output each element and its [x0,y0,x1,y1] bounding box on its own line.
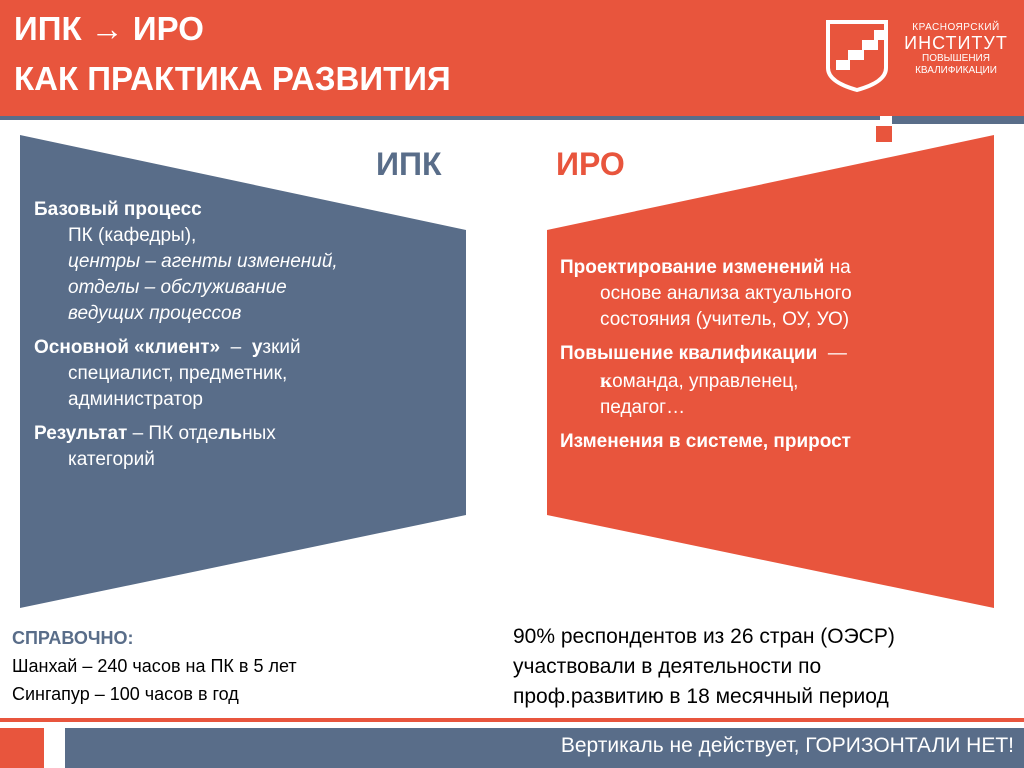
logo-line-2: ИНСТИТУТ [904,33,1008,53]
iro-design-changes [560,255,980,333]
ipk-result [34,421,454,473]
ipk-result-line-2: категорий [68,449,155,470]
ipk-base-process [34,197,454,327]
ipk-base-process-line-1: ПК (кафедры), [68,225,197,246]
logo-line-1: КРАСНОЯРСКИЙ [912,22,1000,33]
title-line-2: КАК ПРАКТИКА РАЗВИТИЯ [14,60,451,97]
iro-qualification-line-2 [560,367,980,395]
ipk-base-process-title: Базовый процесс [34,199,202,220]
ipk-heading: ИПК [376,146,442,182]
reference-line-2: Сингапур – 100 часов в год [12,684,239,704]
slide-footer [65,728,1024,768]
logo-line-3: ПОВЫШЕНИЯ [922,53,990,64]
reference-heading: СПРАВОЧНО: [12,628,134,648]
footer-accent-line [0,718,1024,722]
iro-qualification-line-2-rest: оманда, управленец, [612,371,799,392]
ipk-main-client-line-2: специалист, предметник, [68,363,288,384]
iro-qualification-line-3: педагог… [600,397,686,418]
iro-qualification-dash: — [817,343,847,364]
reference-block [12,624,297,708]
iro-system-changes-title: Изменения в системе, прирост [560,431,851,452]
ipk-result-b: ль [218,423,243,444]
ipk-main-client-rest: зкий [262,337,301,358]
oecd-stat-line-1: 90% респондентов из 26 стран (ОЭСР) [513,625,895,648]
ipk-main-client [34,335,454,413]
oecd-stat-line-2: участвовали в деятельности по [513,655,822,678]
footer-accent-square [0,728,44,768]
ipk-base-process-line-2: центры – агенты изменений, [68,251,338,272]
oecd-stat-block [513,622,993,712]
ipk-base-process-line-4: ведущих процессов [68,303,242,324]
iro-qualification-k: к [600,368,613,392]
iro-qualification-title: Повышение квалификации [560,343,818,364]
ipk-main-client-sep: – [220,337,252,358]
footer-text: Вертикаль не действует, ГОРИЗОНТАЛИ НЕТ! [560,734,1014,757]
ipk-main-client-u: у [251,337,263,358]
iro-system-changes [560,429,980,455]
iro-design-changes-line-3: состояния (учитель, ОУ, УО) [600,309,850,330]
ipk-base-process-line-3: отделы – обслуживание [68,277,287,298]
iro-design-changes-line-2: основе анализа актуального [600,283,852,304]
oecd-stat-line-3: проф.развитию в 18 месячный период [513,685,889,708]
title-line-1: ИПК → ИРО [14,10,204,47]
ipk-result-title: Результат [34,423,128,444]
ipk-main-client-line-3: администратор [68,389,203,410]
ipk-panel-text [34,197,454,481]
reference-line-1: Шанхай – 240 часов на ПК в 5 лет [12,656,297,676]
iro-heading: ИРО [556,146,625,182]
iro-panel-text [560,255,980,463]
ipk-result-a: – ПК отде [127,423,219,444]
ipk-result-c: ных [242,423,276,444]
iro-design-changes-rest: на [824,257,851,278]
logo-line-4: КВАЛИФИКАЦИИ [915,65,997,76]
iro-qualification [560,341,980,421]
iro-design-changes-title: Проектирование изменений [560,257,825,278]
ipk-main-client-title: Основной «клиент» [34,337,221,358]
